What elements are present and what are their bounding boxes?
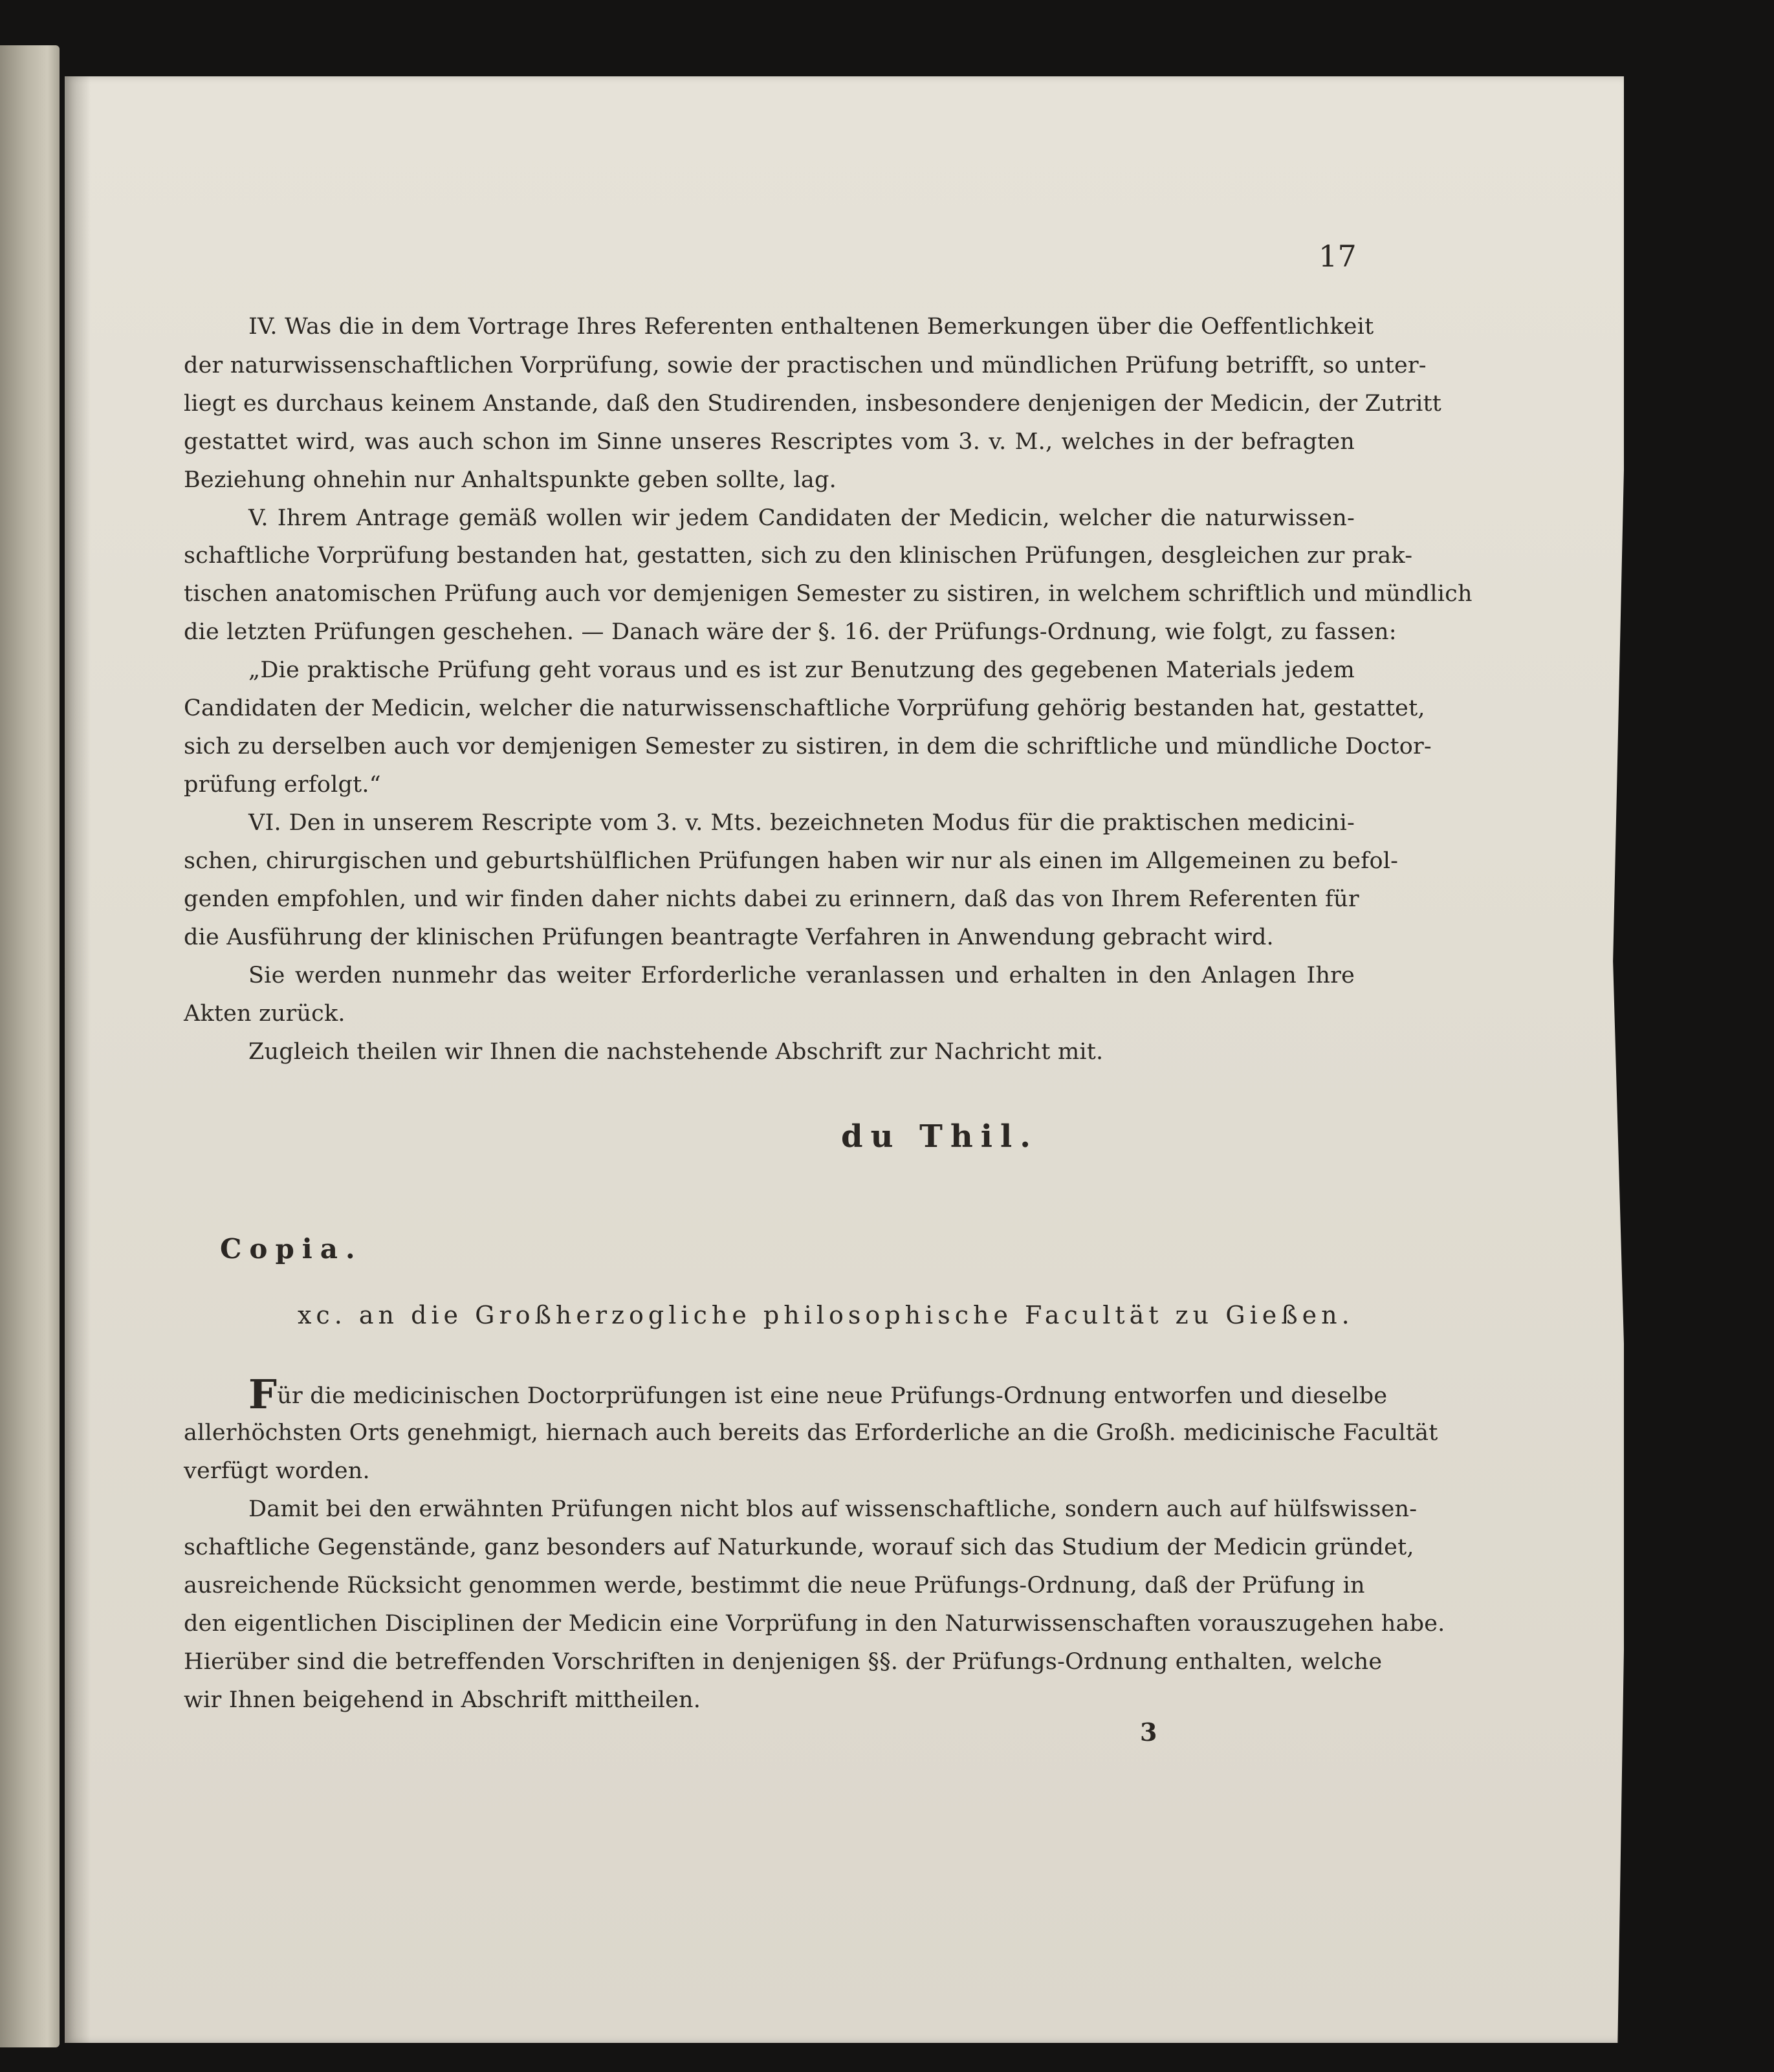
address-line: xc. an die Großherzogliche philosophische Facultät zu Gießen. — [298, 1301, 1354, 1329]
copia-line: Hierüber sind die betreffenden Vorschriften in denjenigen §§. der Prüfungs-Ordnung enthalten, welche — [184, 1649, 1383, 1675]
signature-number: 3 — [1140, 1718, 1157, 1747]
body-line: Sie werden nunmehr das weiter Erforderliche veranlassen und erhalten in den Anlagen Ihre — [248, 963, 1355, 988]
copia-line: ausreichende Rücksicht genommen werde, bestimmt die neue Prüfungs-Ordnung, daß der Prüfung in — [184, 1573, 1365, 1598]
copia-label: Copia. — [220, 1233, 363, 1265]
body-line: schaftliche Vorprüfung bestanden hat, gestatten, sich zu den klinischen Prüfungen, desgleichen zur prak- — [184, 543, 1413, 569]
copia-line: Damit bei den erwähnten Prüfungen nicht blos auf wissenschaftliche, sondern auch auf hülfswissen- — [248, 1496, 1418, 1522]
left-page-edge — [0, 45, 60, 2047]
copia-line-text: ür die medicinischen Doctorprüfungen ist eine neue Prüfungs-Ordnung entworfen und dieselbe — [277, 1383, 1388, 1409]
body-line: Candidaten der Medicin, welcher die naturwissenschaftliche Vorprüfung gehörig bestanden hat, gestattet, — [184, 695, 1425, 721]
body-line: „Die praktische Prüfung geht voraus und es ist zur Benutzung des gegebenen Materials jedem — [248, 657, 1355, 683]
body-line: VI. Den in unserem Rescripte vom 3. v. Mts. bezeichneten Modus für die praktischen medicini- — [248, 810, 1355, 836]
copia-line — [248, 1371, 1388, 1418]
body-line: gestattet wird, was auch schon im Sinne unseres Rescriptes vom 3. v. M., welches in der befragten — [184, 429, 1355, 455]
body-line: prüfung erfolgt.“ — [184, 772, 381, 798]
body-line: Beziehung ohnehin nur Anhaltspunkte geben sollte, lag. — [184, 467, 837, 493]
gutter-shadow — [65, 76, 91, 2043]
body-line: der naturwissenschaftlichen Vorprüfung, sowie der practischen und mündlichen Prüfung betrifft, so unter- — [184, 353, 1427, 378]
body-line: die Ausführung der klinischen Prüfungen beantragte Verfahren in Anwendung gebracht wird. — [184, 924, 1274, 950]
copia-line: wir Ihnen beigehend in Abschrift mittheilen. — [184, 1687, 701, 1713]
body-line: liegt es durchaus keinem Anstande, daß den Studirenden, insbesondere denjenigen der Medicin, der Zutritt — [184, 391, 1442, 417]
body-line: Akten zurück. — [184, 1001, 345, 1027]
copia-line: verfügt worden. — [184, 1458, 370, 1484]
body-line: V. Ihrem Antrage gemäß wollen wir jedem Candidaten der Medicin, welcher die naturwissen- — [248, 505, 1355, 531]
body-line: sich zu derselben auch vor demjenigen Semester zu sistiren, in dem die schriftliche und mündliche Doctor- — [184, 734, 1432, 759]
body-line: die letzten Prüfungen geschehen. — Danach wäre der §. 16. der Prüfungs-Ordnung, wie folgt, zu fassen: — [184, 619, 1397, 645]
body-line: schen, chirurgischen und geburtshülflichen Prüfungen haben wir nur als einen im Allgemeinen zu befol- — [184, 848, 1399, 874]
body-line: tischen anatomischen Prüfung auch vor demjenigen Semester zu sistiren, in welchem schriftlich und mündlich — [184, 581, 1473, 607]
body-line: IV. Was die in dem Vortrage Ihres Referenten enthaltenen Bemerkungen über die Oeffentlichkeit — [248, 314, 1374, 340]
copia-line: allerhöchsten Orts genehmigt, hiernach auch bereits das Erforderliche an die Großh. medicinische Facultät — [184, 1420, 1438, 1446]
signature-heading: du Thil. — [841, 1118, 1038, 1155]
copia-line: den eigentlichen Disciplinen der Medicin eine Vorprüfung in den Naturwissenschaften vorauszugehen habe. — [184, 1611, 1445, 1637]
body-line: genden empfohlen, und wir finden daher nichts dabei zu erinnern, daß das von Ihrem Referenten für — [184, 886, 1359, 912]
body-line: Zugleich theilen wir Ihnen die nachstehende Abschrift zur Nachricht mit. — [248, 1039, 1104, 1065]
copia-line: schaftliche Gegenstände, ganz besonders auf Naturkunde, worauf sich das Studium der Medicin gründet, — [184, 1534, 1414, 1560]
page-number: 17 — [1319, 239, 1357, 274]
drop-cap: F — [248, 1371, 278, 1418]
